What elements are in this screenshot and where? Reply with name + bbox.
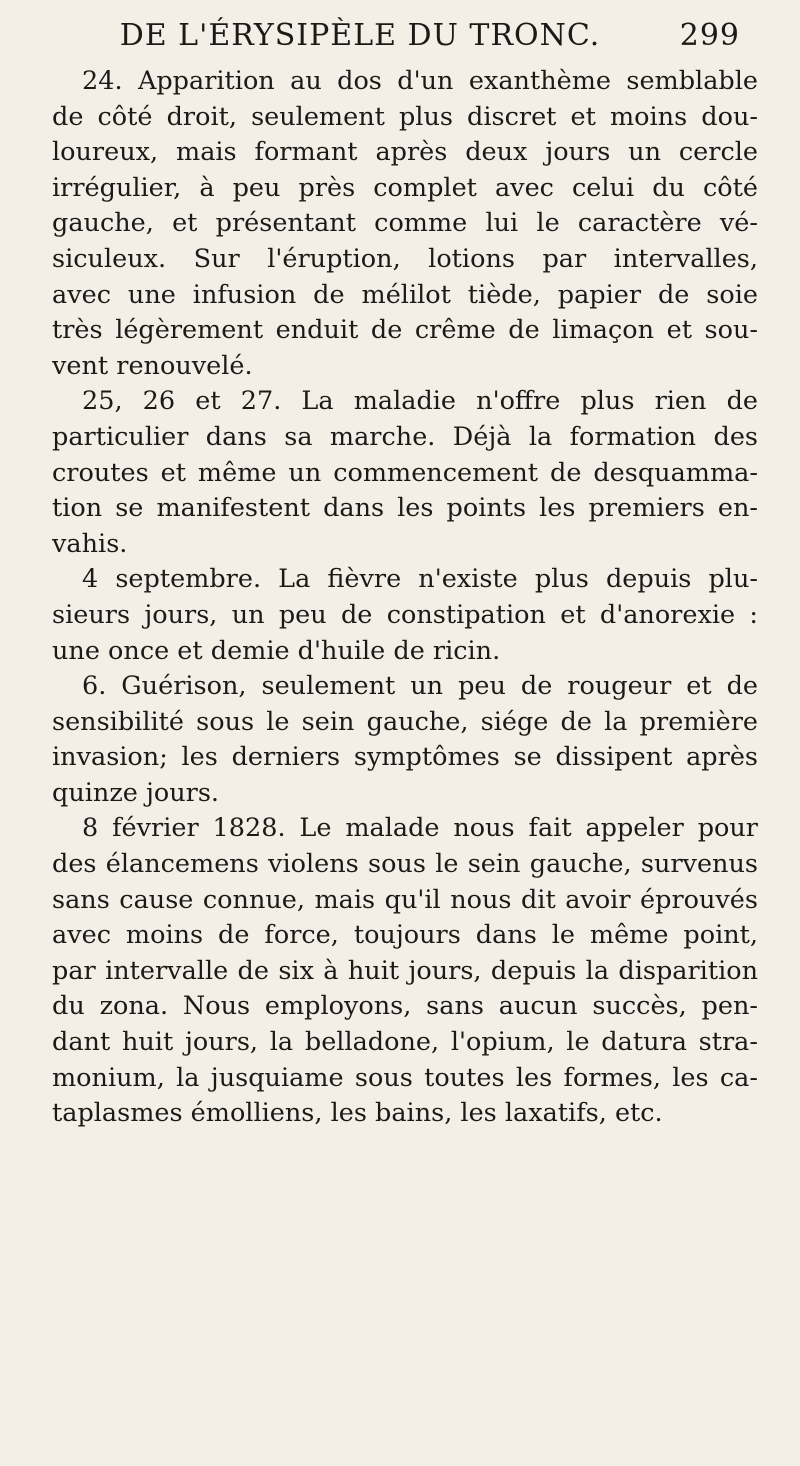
text-line: sans cause connue, mais qu'il nous dit avoir éprouvés — [52, 884, 758, 915]
text-line: vahis. — [52, 528, 128, 559]
text-line: irrégulier, à peu près complet avec celui du côté — [52, 172, 758, 203]
text-line: monium, la jusquiame sous toutes les formes, les ca- — [52, 1062, 758, 1093]
text-line: de côté droit, seulement plus discret et moins dou- — [52, 101, 758, 132]
text-line: quinze jours. — [52, 777, 220, 808]
text-line: taplasmes émolliens, les bains, les laxatifs, etc. — [52, 1098, 663, 1129]
text-line: 8 février 1828. Le malade nous fait appeler pour — [82, 813, 758, 844]
text-line: 24. Apparition au dos d'un exanthème semblable — [82, 66, 758, 96]
text-line: des élancemens violens sous le sein gauche, survenus — [52, 849, 758, 880]
page-number: 299 — [679, 18, 740, 53]
text-line: croutes et même un commencement de desquamma- — [52, 457, 758, 488]
text-line: très légèrement enduit de crême de limaçon et sou- — [52, 315, 758, 346]
text-line: invasion; les derniers symptômes se dissipent après — [52, 742, 758, 773]
running-head — [80, 12, 740, 60]
text-line: une once et demie d'huile de ricin. — [52, 635, 501, 666]
text-line: dant huit jours, la belladone, l'opium, le datura stra- — [52, 1027, 758, 1058]
text-line: 25, 26 et 27. La maladie n'offre plus rien de — [82, 386, 758, 417]
text-line: particulier dans sa marche. Déjà la formation des — [52, 421, 758, 452]
text-line: par intervalle de six à huit jours, depuis la disparition — [52, 955, 758, 986]
text-line: avec une infusion de mélilot tiède, papier de soie — [52, 279, 758, 310]
text-line: 6. Guérison, seulement un peu de rougeur et de — [82, 671, 758, 702]
text-line: loureux, mais formant après deux jours un cercle — [52, 137, 758, 168]
text-line: sieurs jours, un peu de constipation et d'anorexie : — [52, 599, 758, 630]
text-line: siculeux. Sur l'éruption, lotions par intervalles, — [52, 243, 758, 274]
text-line: 4 septembre. La fièvre n'existe plus depuis plu- — [82, 564, 758, 595]
text-line: vent renouvelé. — [52, 350, 253, 381]
text-line: avec moins de force, toujours dans le même point, — [52, 920, 758, 951]
body-text — [52, 64, 758, 1132]
text-line: gauche, et présentant comme lui le caractère vé- — [52, 208, 758, 239]
text-line: sensibilité sous le sein gauche, siége de la première — [52, 706, 758, 737]
text-line: du zona. Nous employons, sans aucun succès, pen- — [52, 991, 758, 1022]
running-title: DE L'ÉRYSIPÈLE DU TRONC. — [119, 18, 601, 53]
text-line: tion se manifestent dans les points les premiers en- — [52, 493, 758, 524]
